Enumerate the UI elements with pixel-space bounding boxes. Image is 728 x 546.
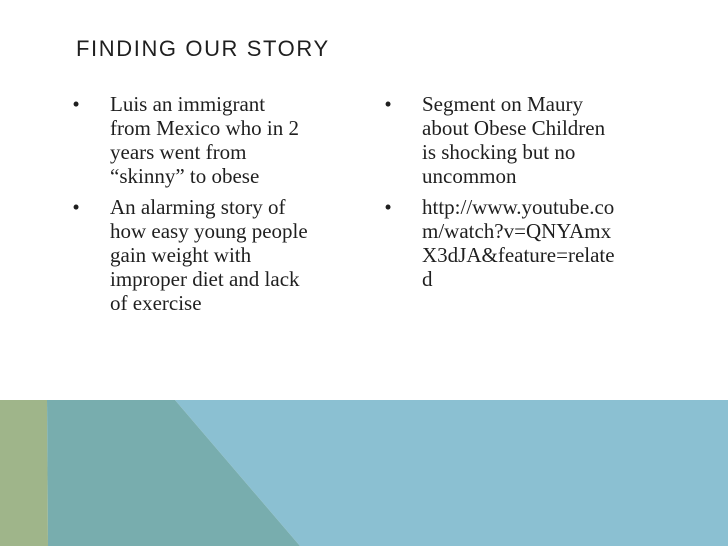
bullet-icon: •	[72, 195, 80, 219]
list-item	[66, 92, 316, 188]
right-bullet-list	[378, 92, 628, 298]
youtube-link[interactable]: http://www.youtube.com/watch?v=QNYAmxX3dJA&feature=related	[422, 195, 615, 291]
list-item	[66, 195, 316, 315]
left-bullet-list	[66, 92, 316, 322]
bullet-icon: •	[72, 92, 80, 116]
slide-title: FINDING OUR STORY	[76, 36, 330, 61]
list-item	[378, 195, 628, 291]
bullet-icon: •	[384, 92, 392, 116]
list-item-text: Segment on Maury about Obese Children is shocking but no uncommon	[422, 92, 606, 188]
green-block	[0, 400, 48, 546]
list-item-text: Luis an immigrant from Mexico who in 2 years went from “skinny” to obese	[110, 92, 299, 188]
bullet-icon: •	[384, 195, 392, 219]
list-item	[378, 92, 628, 188]
list-item-text: An alarming story of how easy young people gain weight with improper diet and lack of exercise	[110, 195, 308, 315]
